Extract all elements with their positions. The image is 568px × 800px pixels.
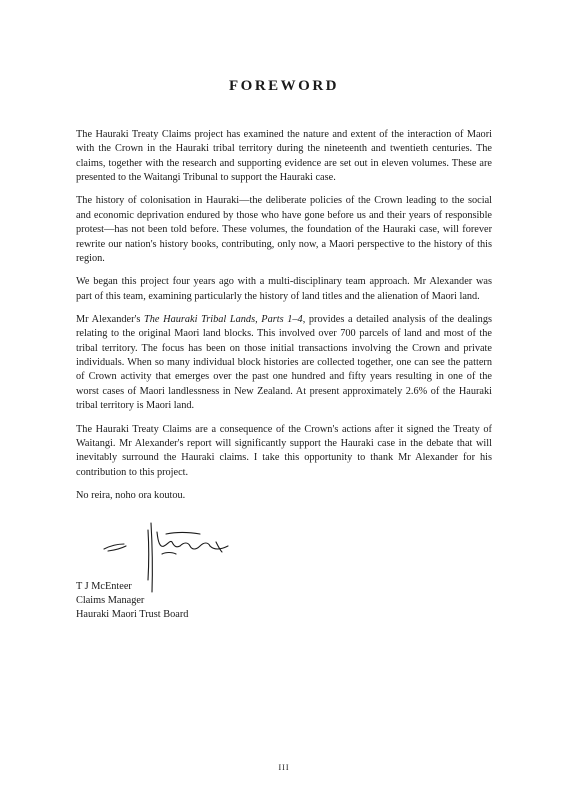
- closing-line: No reira, noho ora koutou.: [76, 489, 186, 501]
- foreword-body: [76, 128, 492, 512]
- paragraph-5: The Hauraki Treaty Claims are a consequence of the Crown's actions after it signed the Treaty of Waitangi. Mr Alexander's report will significantly support the Hauraki case in the debate that will inevitably surround the Hauraki claims. I take this opportunity to thank Mr Alexander for his contribution to this project.: [76, 423, 492, 478]
- signatory-organisation: Hauraki Maori Trust Board: [76, 609, 189, 621]
- paragraph-1: The Hauraki Treaty Claims project has examined the nature and extent of the interaction of Maori with the Crown in the Hauraki tribal territory during the nineteenth and twentieth centuries. The claims, together with the research and supporting evidence are set out in eleven volumes. These are presented to the Waitangi Tribunal to support the Hauraki case.: [76, 129, 492, 184]
- signoff-block: [76, 580, 188, 623]
- page-title: FOREWORD: [229, 78, 339, 94]
- signatory-name: T J McEnteer: [76, 581, 132, 592]
- paragraph-3: We began this project four years ago with a multi-disciplinary team approach. Mr Alexander was part of this team, examining particularly the history of land titles and the alienation of Maori land.: [76, 276, 492, 302]
- page-number: III: [278, 763, 290, 772]
- paragraph-4-intro: Mr Alexander's: [76, 313, 145, 325]
- paragraph-4: [76, 313, 492, 414]
- book-title: The Hauraki Tribal Lands, Parts 1–4: [144, 313, 303, 325]
- paragraph-4-rest: , provides a detailed analysis of the dealings relating to the original Maori land blocks. This involved over 700 parcels of land and most of the tribal territory. The focus has been on those initial transactions involving the Crown and private individuals. When so many individual block histories are collected together, one can see the pattern of Crown activity that emerges over the past one hundred and fifty years resulting in one of the worst cases of Maori landlessness in New Zealand. At present approximately 2.6% of the Hauraki tribal territory is Maori land.: [76, 313, 492, 412]
- paragraph-2: The history of colonisation in Hauraki—the deliberate policies of the Crown leading to the social and economic deprivation endured by those who have gone before us and their years of responsible protest—has not been told before. These volumes, the foundation of the Hauraki case, will forever rewrite our nation's history books, contributing, only now, a Maori perspective to the history of this region.: [76, 195, 492, 265]
- signatory-role: Claims Manager: [76, 595, 145, 607]
